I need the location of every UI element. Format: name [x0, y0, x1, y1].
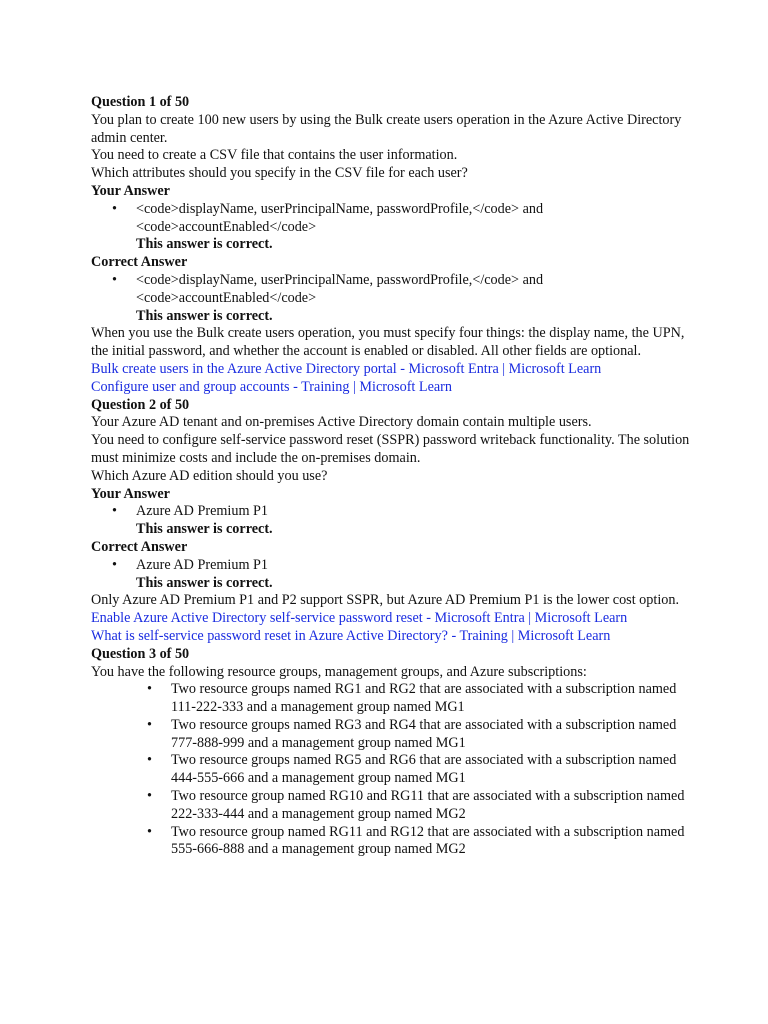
question-prompt: Which attributes should you specify in the CSV file for each user? [91, 165, 468, 182]
correct-answer-label: Correct Answer [91, 538, 188, 555]
reference-link[interactable]: Configure user and group accounts - Training | Microsoft Learn [91, 378, 452, 395]
document-page [91, 94, 691, 859]
list-item: • Two resource groups named RG1 and RG2 that are associated with a subscription named 111-222-333 and a management group named MG1 [91, 681, 691, 717]
correct-answer-label: Correct Answer [91, 254, 188, 271]
correct-answer-item: • Azure AD Premium P1 [91, 557, 691, 575]
your-answer-label: Your Answer [91, 485, 170, 502]
question-1 [91, 94, 691, 397]
list-item: • Two resource group named RG10 and RG11 that are associated with a subscription named 222-333-444 and a management group named MG2 [91, 788, 691, 824]
your-answer-item: • <code>displayName, userPrincipalName, passwordProfile,</code> and <code>accountEnabled</code> [91, 201, 691, 237]
question-title: Question 3 of 50 [91, 645, 190, 662]
correct-answer-verdict: This answer is correct. [136, 307, 273, 324]
resource-group-list [91, 681, 691, 859]
question-title: Question 2 of 50 [91, 396, 190, 413]
list-item: • Two resource group named RG11 and RG12 that are associated with a subscription named 555-666-888 and a management group named MG2 [91, 824, 691, 860]
question-2 [91, 397, 691, 646]
correct-answer-item: • <code>displayName, userPrincipalName, passwordProfile,</code> and <code>accountEnabled</code> [91, 272, 691, 308]
question-prompt: You have the following resource groups, management groups, and Azure subscriptions: [91, 663, 587, 680]
your-answer-item: • Azure AD Premium P1 [91, 503, 691, 521]
question-prompt: You need to create a CSV file that contains the user information. [91, 147, 458, 164]
list-item: • Two resource groups named RG5 and RG6 that are associated with a subscription named 444-555-666 and a management group named MG1 [91, 752, 691, 788]
question-title: Question 1 of 50 [91, 94, 190, 110]
your-answer-list [91, 201, 691, 237]
question-prompt: Which Azure AD edition should you use? [91, 467, 328, 484]
reference-link[interactable]: Enable Azure Active Directory self-service password reset - Microsoft Entra | Microsoft Learn [91, 610, 628, 627]
your-answer-verdict: This answer is correct. [136, 521, 273, 538]
reference-link[interactable]: What is self-service password reset in Azure Active Directory? - Training | Microsoft Learn [91, 627, 611, 644]
reference-link[interactable]: Bulk create users in the Azure Active Directory portal - Microsoft Entra | Microsoft Learn [91, 360, 602, 377]
correct-answer-list [91, 272, 691, 308]
your-answer-verdict: This answer is correct. [136, 236, 273, 253]
your-answer-list [91, 503, 691, 521]
question-prompt: You plan to create 100 new users by using the Bulk create users operation in the Azure Active Directory admin center. [91, 111, 682, 146]
explanation: Only Azure AD Premium P1 and P2 support SSPR, but Azure AD Premium P1 is the lower cost option. [91, 592, 679, 609]
question-prompt: Your Azure AD tenant and on-premises Active Directory domain contain multiple users. [91, 414, 592, 431]
your-answer-label: Your Answer [91, 182, 170, 199]
list-item: • Two resource groups named RG3 and RG4 that are associated with a subscription named 777-888-999 and a management group named MG1 [91, 717, 691, 753]
correct-answer-verdict: This answer is correct. [136, 574, 273, 591]
correct-answer-list [91, 557, 691, 575]
explanation: When you use the Bulk create users operation, you must specify four things: the display name, the UPN, the initial password, and whether the account is enabled or disabled. All other fields are optional. [91, 325, 685, 360]
question-3 [91, 646, 691, 860]
question-prompt: You need to configure self-service password reset (SSPR) password writeback functionality. The solution must minimize costs and include the on-premises domain. [91, 432, 690, 466]
